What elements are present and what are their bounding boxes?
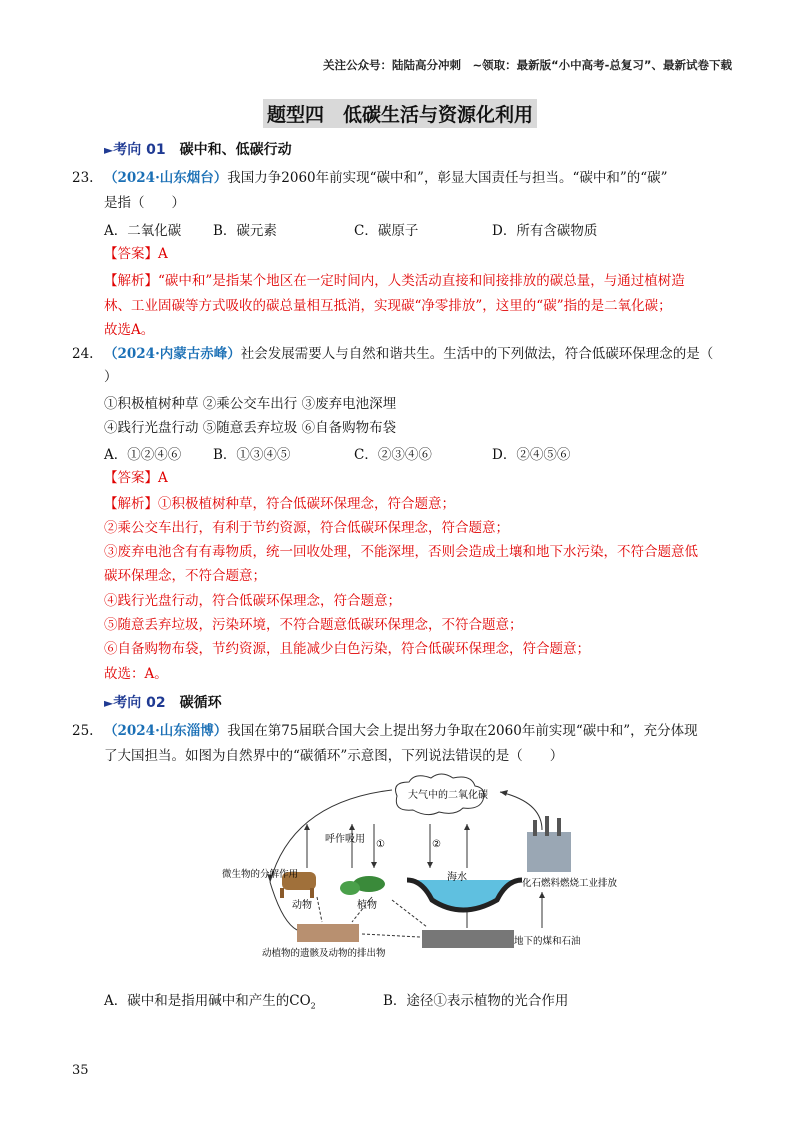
sea-icon [407, 880, 522, 910]
page-header: 关注公众号：陆陆高分冲刺 ~领取：最新版“小中高考-总复习”、最新试卷下载 [322, 58, 732, 72]
page-number: 35 [72, 1063, 89, 1078]
section-heading-2: ►考向 02 碳循环 [104, 695, 222, 711]
option-b: B．①③④⑤ [213, 447, 291, 463]
analysis-line: ③废弃电池含有有毒物质，统一回收处理，不能深埋，否则会造成土壤和地下水污染，不符合题意低 [104, 544, 698, 560]
analysis-line: ②乘公交车出行，有利于节约资源，符合低碳环保理念，符合题意； [104, 520, 509, 536]
respiration-label: 呼作吸用 [325, 834, 365, 845]
decomposer-label: 微生物的分解作用 [222, 869, 299, 880]
analysis-line: 林、工业固碳等方式吸收的碳总量相互抵消，实现碳“净零排放”，这里的“碳”指的是二氧化碳； [104, 298, 672, 314]
path-1-label: ① [376, 839, 385, 850]
cloud-label: 大气中的二氧化碳 [408, 790, 488, 801]
option-a: A．二氧化碳 [104, 223, 182, 239]
question-number: 25. [72, 723, 94, 739]
co2-formula: $CO_2$ [289, 993, 316, 1011]
question-stem-cont: ） [104, 369, 118, 385]
remains-label: 动植物的遗骸及动物的排出物 [262, 948, 386, 959]
animal-label: 动物 [292, 900, 312, 911]
option-a: A．碳中和是指用碱中和产生的$CO_2$ [104, 993, 316, 1011]
remains-icon [297, 924, 359, 942]
carbon-cycle-diagram [222, 772, 618, 968]
option-d: D．②④⑤⑥ [492, 447, 571, 463]
analysis-line: ⑤随意丢弃垃圾，污染环境，不符合题意低碳环保理念，不符合题意； [104, 617, 523, 633]
question-items: ④践行光盘行动 ⑤随意丢弃垃圾 ⑥自备购物布袋 [104, 420, 397, 436]
fossil-label: 化石燃料燃烧工业排放 [522, 878, 618, 889]
question-stem-cont: 了大国担当。如图为自然界中的“碳循环”示意图，下列说法错误的是（ ） [104, 748, 564, 764]
option-b: B．途径①表示植物的光合作用 [383, 993, 569, 1009]
analysis-line: 故选A。 [104, 322, 155, 338]
underground-label: 地下的煤和石油 [514, 936, 581, 947]
option-c: C．②③④⑥ [354, 447, 432, 463]
question-number: 24. [72, 346, 94, 362]
question-stem: （2024·内蒙古赤峰）社会发展需要人与自然和谐共生。生活中的下列做法，符合低碳环保理念的是（ [104, 346, 714, 362]
option-a: A．①②④⑥ [104, 447, 182, 463]
analysis-line: ⑥自备购物布袋，节约资源，且能减少白色污染，符合低碳环保理念，符合题意； [104, 641, 590, 657]
factory-icon [527, 832, 571, 872]
option-c: C．碳原子 [354, 223, 419, 239]
analysis-line: ④践行光盘行动，符合低碳环保理念，符合题意； [104, 593, 401, 609]
analysis-line: 故选：A。 [104, 666, 168, 682]
page-title: 题型四 低碳生活与资源化利用 [0, 99, 800, 128]
path-2-label: ② [432, 839, 441, 850]
section-heading-1: ►考向 01 碳中和、低碳行动 [104, 142, 292, 158]
coal-oil-icon [422, 930, 514, 948]
option-d: D．所有含碳物质 [492, 223, 598, 239]
question-stem: （2024·山东淄博）我国在第75届联合国大会上提出努力争取在2060年前实现“碳中和”，充分体现 [104, 723, 698, 739]
analysis-line: 【解析】①积极植树种草，符合低碳环保理念，符合题意； [104, 496, 455, 512]
question-number: 23. [72, 170, 94, 186]
answer: 【答案】A [104, 470, 168, 486]
sea-label: 海水 [447, 872, 467, 883]
option-b: B．碳元素 [213, 223, 277, 239]
question-stem-cont: 是指（ ） [104, 195, 185, 211]
analysis-line: 碳环保理念，不符合题意； [104, 568, 266, 584]
question-items: ①积极植树种草 ②乘公交车出行 ③废弃电池深埋 [104, 396, 397, 412]
plant-label: 植物 [357, 900, 377, 911]
analysis-line: 【解析】“碳中和”是指某个地区在一定时间内，人类活动直接和间接排放的碳总量，与通过植树造 [104, 273, 685, 289]
answer: 【答案】A [104, 246, 168, 262]
question-stem: （2024·山东烟台）我国力争2060年前实现“碳中和”，彰显大国责任与担当。“碳中和”的“碳” [104, 170, 668, 186]
